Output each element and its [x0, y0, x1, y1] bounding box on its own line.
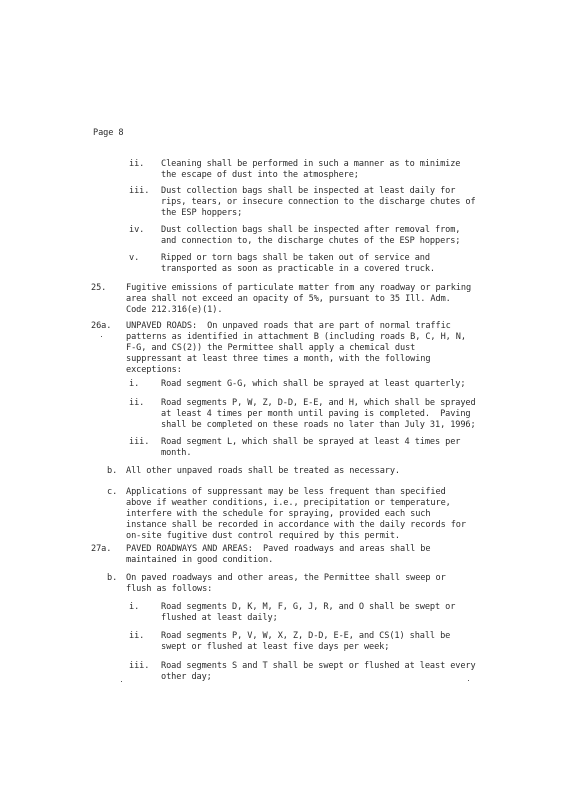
text-line: exceptions:: [126, 365, 182, 375]
item-text: [161, 437, 460, 459]
item-label: iii.: [129, 661, 150, 671]
text-line: F-G, and CS(2)) the Permittee shall apply a chemical dust: [126, 343, 416, 353]
text-line: flushed at least daily;: [161, 613, 278, 623]
text-line: Road segment G-G, which shall be sprayed at least quarterly;: [161, 379, 466, 389]
text-line: interfere with the schedule for spraying, provided each such: [126, 509, 431, 519]
page-header: Page 8: [93, 128, 124, 138]
text-line: month.: [161, 448, 192, 458]
item-text: [161, 631, 450, 653]
item-text: [126, 321, 466, 376]
text-line: maintained in good condition.: [126, 555, 274, 565]
item-label: 26a.: [91, 321, 112, 331]
item-label: ii.: [129, 631, 145, 641]
item-text: [161, 253, 435, 275]
scan-speck: [121, 681, 122, 682]
item-label: iii.: [129, 186, 150, 196]
text-line: the escape of dust into the atmosphere;: [161, 170, 359, 180]
text-line: and connection to, the discharge chutes of the ESP hoppers;: [161, 236, 461, 246]
item-text: [126, 487, 466, 542]
item-text: [126, 544, 430, 566]
text-line: above if weather conditions, i.e., precipitation or temperature,: [126, 498, 451, 508]
item-label: b.: [107, 466, 118, 476]
item-label: ii.: [129, 159, 145, 169]
text-line: instance shall be recorded in accordance with the daily records for: [126, 520, 466, 530]
item-label: 27a.: [91, 544, 112, 554]
text-line: other day;: [161, 672, 212, 682]
text-line: suppressant at least three times a month, with the following: [126, 354, 431, 364]
scan-speck: [101, 336, 102, 337]
text-line: On paved roadways and other areas, the Permittee shall sweep or: [126, 573, 446, 583]
text-line: Dust collection bags shall be inspected after removal from,: [161, 225, 461, 235]
text-line: PAVED ROADWAYS AND AREAS: Paved roadways and areas shall be: [126, 544, 431, 554]
text-line: patterns as identified in attachment B (including roads B, C, H, N,: [126, 332, 466, 342]
text-line: Applications of suppressant may be less frequent than specified: [126, 487, 446, 497]
text-line: transported as soon as practicable in a covered truck.: [161, 264, 435, 274]
scan-speck: [468, 680, 469, 681]
text-line: Road segments S and T shall be swept or flushed at least every: [161, 661, 476, 671]
item-text: [126, 283, 471, 316]
item-text: [161, 186, 476, 219]
text-line: area shall not exceed an opacity of 5%, pursuant to 35 Ill. Adm.: [126, 294, 451, 304]
text-line: flush as follows:: [126, 584, 213, 594]
text-line: UNPAVED ROADS: On unpaved roads that are part of normal traffic: [126, 321, 451, 331]
text-line: Road segment L, which shall be sprayed at least 4 times per: [161, 437, 461, 447]
text-line: All other unpaved roads shall be treated as necessary.: [126, 466, 400, 476]
text-line: Ripped or torn bags shall be taken out of service and: [161, 253, 430, 263]
text-line: Road segments P, W, Z, D-D, E-E, and H, which shall be sprayed: [161, 398, 476, 408]
item-text: [161, 398, 476, 431]
item-label: i.: [129, 602, 140, 612]
item-label: v.: [129, 253, 140, 263]
text-line: on-site fugitive dust control required by this permit.: [126, 531, 400, 541]
text-line: shall be completed on these roads no later than July 31, 1996;: [161, 420, 476, 430]
text-line: Road segments D, K, M, F, G, J, R, and O shall be swept or: [161, 602, 456, 612]
item-label: ii.: [129, 398, 145, 408]
text-line: Fugitive emissions of particulate matter from any roadway or parking: [126, 283, 472, 293]
item-label: b.: [107, 573, 118, 583]
item-label: 25.: [91, 283, 107, 293]
text-line: Road segments P, V, W, X, Z, D-D, E-E, and CS(1) shall be: [161, 631, 451, 641]
item-label: iv.: [129, 225, 145, 235]
text-line: at least 4 times per month until paving is completed. Paving: [161, 409, 471, 419]
item-text: [161, 225, 460, 247]
item-text: [161, 602, 455, 624]
text-line: rips, tears, or insecure connection to the discharge chutes of: [161, 197, 476, 207]
text-line: swept or flushed at least five days per week;: [161, 642, 390, 652]
item-text: [161, 159, 460, 181]
item-text: [126, 466, 400, 477]
item-text: [161, 379, 465, 390]
text-line: Cleaning shall be performed in such a manner as to minimize: [161, 159, 461, 169]
item-label: iii.: [129, 437, 150, 447]
text-line: the ESP hoppers;: [161, 208, 243, 218]
text-line: Dust collection bags shall be inspected at least daily for: [161, 186, 456, 196]
item-text: [161, 661, 476, 683]
item-text: [126, 573, 446, 595]
text-line: Code 212.316(e)(1).: [126, 305, 223, 315]
item-label: i.: [129, 379, 140, 389]
item-label: c.: [107, 487, 118, 497]
